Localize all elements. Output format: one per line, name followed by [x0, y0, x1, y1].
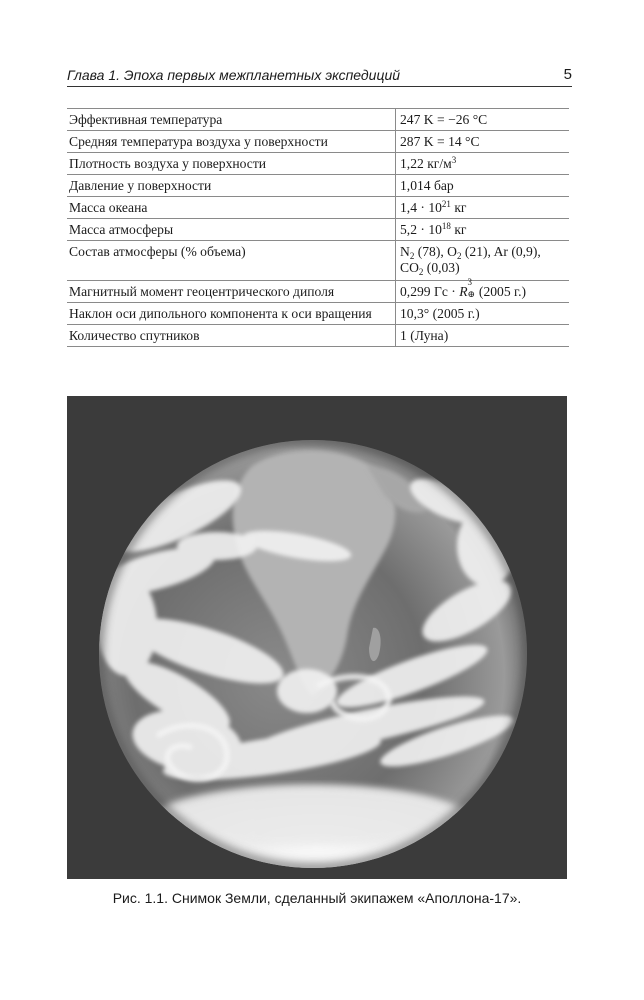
- earth-photo: [67, 396, 567, 879]
- param-name: Количество спутников: [67, 325, 396, 347]
- table-row: [67, 131, 569, 153]
- param-value: [396, 241, 570, 281]
- chapter-title: Глава 1. Эпоха первых межпланетных экспедиций: [67, 67, 401, 83]
- formula-text: (21), Ar (0,9),: [461, 244, 541, 259]
- running-header: [67, 66, 572, 87]
- table-row: [67, 303, 569, 325]
- value-superscript: 3: [451, 155, 457, 165]
- value-unit: кг: [450, 222, 467, 237]
- subscript: 2: [409, 251, 415, 261]
- value-superscript: 21: [441, 199, 451, 209]
- subscript: 2: [457, 251, 462, 261]
- table-row: [67, 281, 569, 303]
- formula-text: (2005 г.): [475, 284, 526, 299]
- param-value: 10,3° (2005 г.): [396, 303, 570, 325]
- param-name: Эффективная температура: [67, 109, 396, 131]
- formula-text: (78), O: [414, 244, 457, 259]
- table-row: [67, 325, 569, 347]
- formula-text: CO: [400, 260, 419, 275]
- table-row: [67, 197, 569, 219]
- param-value: [396, 153, 570, 175]
- param-name: Масса атмосферы: [67, 219, 396, 241]
- param-value: 287 K = 14 °C: [396, 131, 570, 153]
- table-row: [67, 241, 569, 281]
- table-row: [67, 219, 569, 241]
- param-name: Масса океана: [67, 197, 396, 219]
- earth-image: [67, 396, 567, 879]
- value-main: 5,2 · 10: [400, 222, 442, 237]
- value-unit: кг: [450, 200, 467, 215]
- table-row: [67, 175, 569, 197]
- value-main: 1,22 кг/м: [400, 156, 452, 171]
- formula-text: 0,299 Гс ·: [400, 284, 460, 299]
- param-value: 1 (Луна): [396, 325, 570, 347]
- table-row: [67, 109, 569, 131]
- param-name: Наклон оси дипольного компонента к оси вращения: [67, 303, 396, 325]
- param-value: 247 K = −26 °C: [396, 109, 570, 131]
- param-name: Давление у поверхности: [67, 175, 396, 197]
- param-value: [396, 197, 570, 219]
- param-name: Плотность воздуха у поверхности: [67, 153, 396, 175]
- subscript: 2: [418, 267, 424, 277]
- formula-variable: R: [459, 284, 468, 299]
- table-row: [67, 153, 569, 175]
- param-name: Средняя температура воздуха у поверхности: [67, 131, 396, 153]
- page-number: 5: [563, 66, 572, 83]
- param-name: Состав атмосферы (% объема): [67, 241, 396, 281]
- formula-text: (0,03): [423, 260, 460, 275]
- param-name: Магнитный момент геоцентрического диполя: [67, 281, 396, 303]
- value-superscript: 18: [441, 221, 451, 231]
- earth-parameters-table: [67, 108, 569, 347]
- param-value: [396, 219, 570, 241]
- param-value: 1,014 бар: [396, 175, 570, 197]
- formula-text: N: [400, 244, 410, 259]
- value-main: 1,4 · 10: [400, 200, 442, 215]
- param-value: 0,299 Гс · R 3 ⊕ (2005 г.): [396, 281, 570, 303]
- figure-caption: Рис. 1.1. Снимок Земли, сделанный экипажем «Аполлона-17».: [112, 890, 522, 906]
